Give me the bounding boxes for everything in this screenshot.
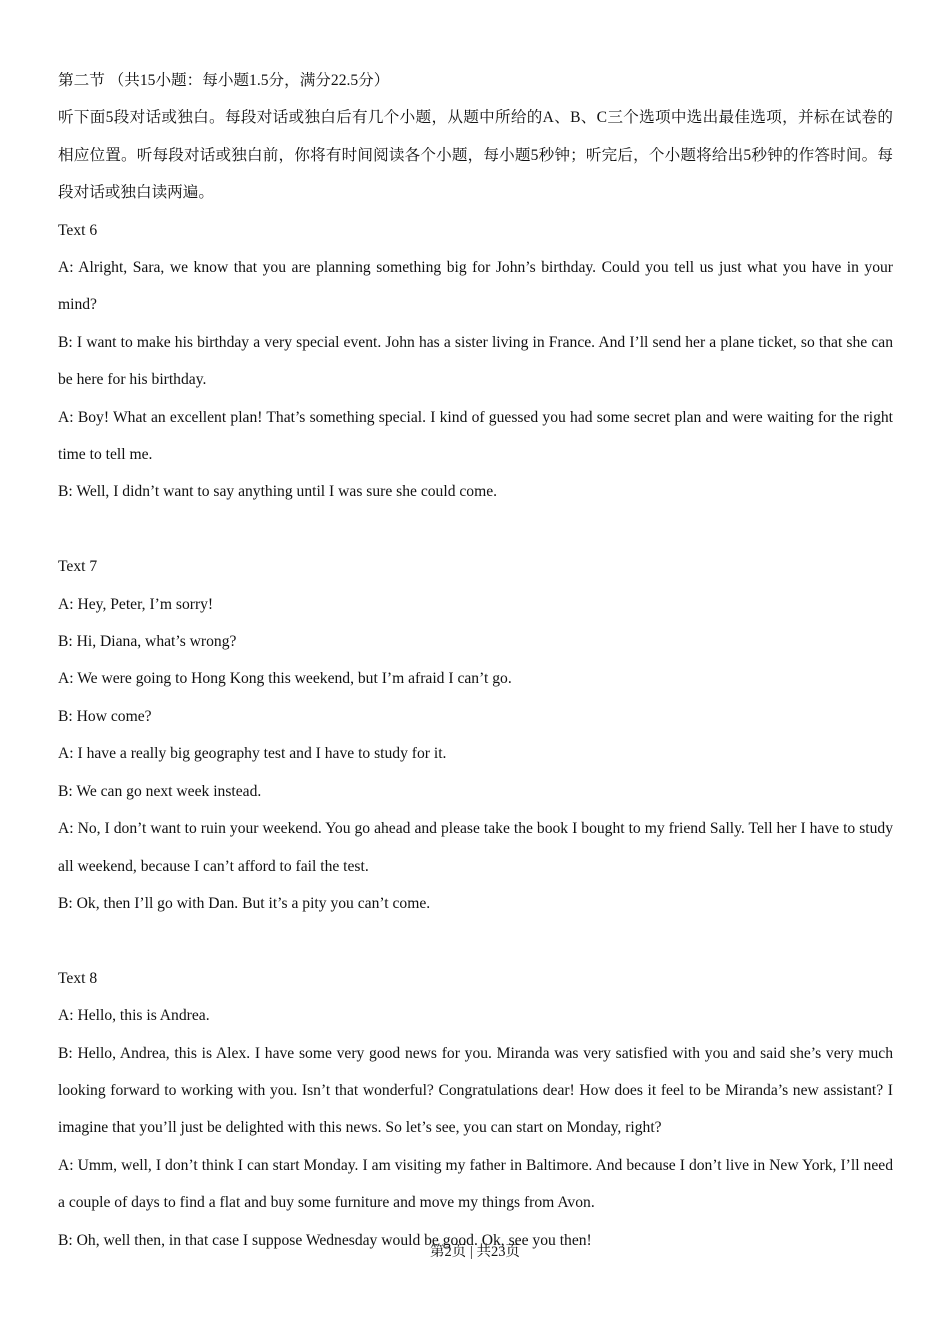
dialogue-line: B: Oh, well then, in that case I suppose Wednesday would be good. Ok, see you then! [58, 1231, 592, 1249]
dialogue-line: A: I have a really big geography test and I have to study for it. [58, 745, 447, 763]
dialogue-line: A: No, I don’t want to ruin your weekend. You go ahead and please take the book I bought to my friend Sally. Tell her I have to study all weekend, because I can’t afford to fail the test. [58, 820, 893, 875]
dialogue-line: A: Boy! What an excellent plan! That’s something special. I kind of guessed you had some secret plan and were waiting for the right time to tell me. [58, 408, 893, 464]
dialogue-line: A: Hello, this is Andrea. [58, 1007, 210, 1025]
text-block-6 [58, 212, 893, 511]
dialogue-line: B: Hello, Andrea, this is Alex. I have some very good news for you. Miranda was very satisfied with you and said she’s very much looking forward to working with you. Isn’t that wonderful? Congratulations dear! How does it feel to be Miranda’s new assistant? I imagine that you’ll just be delighted with this news. So let’s see, you can start on Monday, right? [58, 1044, 893, 1137]
dialogue-line: A: Alright, Sara, we know that you are planning something big for John’s birthday. Could you tell us just what you have in your mind? [58, 259, 893, 314]
text-title: Text 8 [58, 969, 98, 987]
dialogue-line: B: Ok, then I’ll go with Dan. But it’s a pity you can’t come. [58, 894, 431, 912]
page-footer: 第2页 | 共23页 [430, 1244, 520, 1260]
section-instructions: 听下面5段对话或独白。每段对话或独白后有几个小题，从题中所给的A、B、C三个选项中选出最佳选项，并标在试卷的相应位置。听每段对话或独白前，你将有时间阅读各个小题，每小题5秒钟；听完后，个小题将给出5秒钟的作答时间。每段对话或独白读两遍。 [58, 109, 893, 202]
document-page [58, 62, 893, 1259]
dialogue-line: B: I want to make his birthday a very special event. John has a sister living in France. And I’ll send her a plane ticket, so that she can be here for his birthday. [58, 333, 893, 389]
section-heading: 第二节 （共15小题：每小题1.5分，满分22.5分） [58, 72, 390, 89]
dialogue-line: B: Well, I didn’t want to say anything until I was sure she could come. [58, 483, 498, 501]
dialogue-line: B: We can go next week instead. [58, 782, 262, 800]
text-block-7 [58, 548, 893, 922]
dialogue-line: B: Hi, Diana, what’s wrong? [58, 633, 237, 651]
text-title: Text 6 [58, 221, 98, 239]
dialogue-line: B: How come? [58, 707, 152, 725]
spacer [58, 511, 893, 548]
dialogue-line: A: Hey, Peter, I’m sorry! [58, 595, 214, 613]
spacer [58, 922, 893, 959]
dialogue-line: A: We were going to Hong Kong this weekend, but I’m afraid I can’t go. [58, 670, 512, 688]
text-block-8 [58, 960, 893, 1259]
dialogue-line: A: Umm, well, I don’t think I can start Monday. I am visiting my father in Baltimore. And because I don’t live in New York, I’ll need a couple of days to find a flat and buy some furniture and move my things from Avon. [58, 1156, 893, 1212]
text-title: Text 7 [58, 558, 98, 576]
